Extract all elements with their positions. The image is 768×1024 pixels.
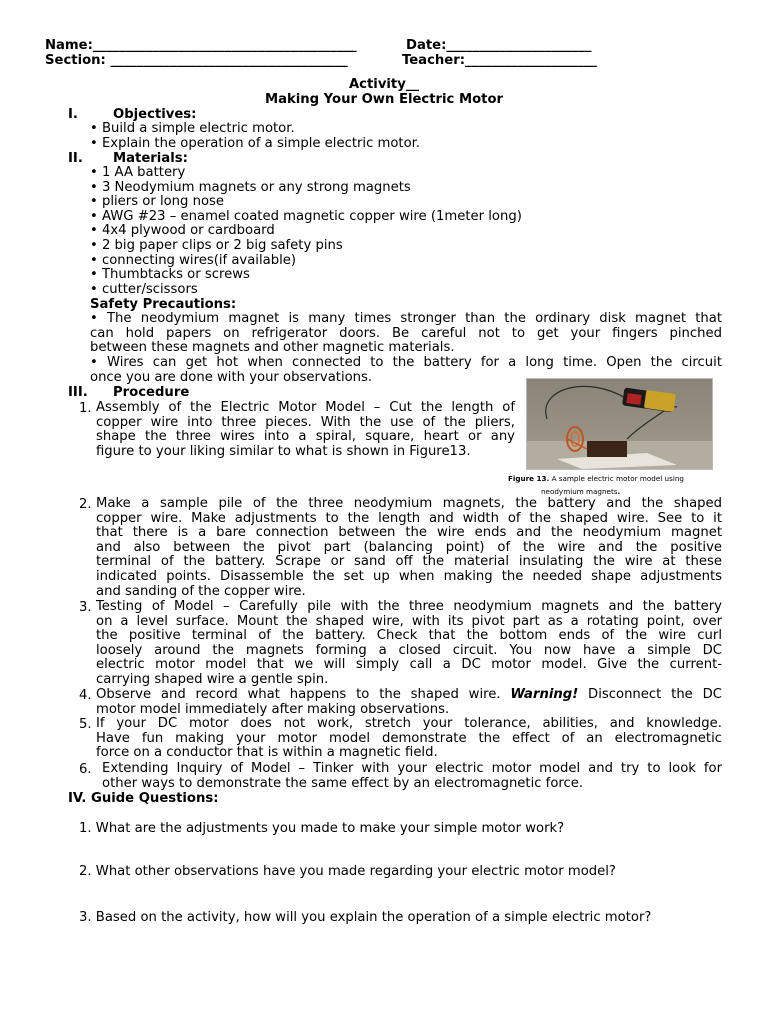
electric-motor-illustration xyxy=(527,379,712,469)
materials-list xyxy=(90,166,522,297)
safety-paragraph-1 xyxy=(90,312,722,356)
step-number: 6. xyxy=(79,762,92,777)
paragraph-line: • Wires can get hot when connected to the battery for a long time. Open the circuit xyxy=(90,355,722,370)
figure-caption-line-2 xyxy=(541,487,620,496)
materials-numeral: II. xyxy=(68,151,83,166)
step-number: 3. xyxy=(79,600,92,615)
list-item: • Thumbtacks or screws xyxy=(90,267,250,283)
paragraph-line: force on a conductor that is within a magnetic field. xyxy=(96,745,438,761)
caption-text: A sample electric motor model using xyxy=(549,474,684,483)
caption-text: neodymium magnets xyxy=(541,487,618,496)
paragraph-line: Assembly of the Electric Motor Model – Cut the length of xyxy=(96,400,515,415)
paragraph-line: other ways to demonstrate the same effect by an electromagnetic force. xyxy=(102,775,584,791)
paragraph-line: • The neodymium magnet is many times stronger than the ordinary disk magnet that xyxy=(90,311,722,326)
paragraph-line: indicated points. Disassemble the set up when making the needed shape adjustments xyxy=(96,568,722,584)
paragraph-line: once you are done with your observations. xyxy=(90,369,373,385)
step-4-pre: Observe and record what happens to the shaped wire. xyxy=(96,687,511,702)
step-number: 5. xyxy=(79,717,92,732)
list-item: • Explain the operation of a simple electric motor. xyxy=(90,135,421,151)
paragraph-line: carrying shaped wire a gentle spin. xyxy=(96,671,329,687)
guide-question: 2. What other observations have you made regarding your electric motor model? xyxy=(79,864,616,879)
list-item: • 3 Neodymium magnets or any strong magnets xyxy=(90,179,411,195)
paragraph-line: on a level surface. Mount the shaped wire, with its pivot part as a rotating point, over xyxy=(96,613,722,629)
list-item: • 1 AA battery xyxy=(90,165,186,180)
step-6-text xyxy=(102,762,722,791)
objectives-heading: Objectives: xyxy=(113,107,197,122)
paragraph-line: copper wire into three pieces. With the use of the pliers, xyxy=(96,414,515,430)
step-2-text xyxy=(96,497,722,599)
paragraph-line: shape the three wires into a spiral, square, heart or any xyxy=(96,429,515,445)
objectives-list xyxy=(90,122,420,151)
list-item: • pliers or long nose xyxy=(90,194,225,210)
step-1-text xyxy=(96,401,515,459)
paragraph-line: Extending Inquiry of Model – Tinker with your electric motor model and try to look for xyxy=(102,761,722,776)
motor-model-photo xyxy=(526,378,713,470)
guide-question: 1. What are the adjustments you made to make your simple motor work? xyxy=(79,821,565,836)
figure-caption xyxy=(508,474,684,483)
step-4-post: Disconnect the DC xyxy=(578,687,722,702)
procedure-heading: Procedure xyxy=(113,385,190,400)
paragraph-line: and sanding of the copper wire. xyxy=(96,583,306,599)
step-5-text xyxy=(96,717,722,761)
paragraph-line: Have fun making your motor model demonstrate the effect of an electromagnetic xyxy=(96,730,722,746)
list-item: • 4x4 plywood or cardboard xyxy=(90,223,275,239)
paragraph-line: copper wire. Make adjustments to the length and width of the shaped wire. See to it xyxy=(96,510,722,526)
paragraph-line xyxy=(96,688,722,703)
list-item: • connecting wires(if available) xyxy=(90,252,297,268)
objectives-numeral: I. xyxy=(68,107,78,122)
step-number: 1. xyxy=(79,401,92,416)
figure-label: Figure 13. xyxy=(508,474,550,483)
paragraph-line: can hold papers on refrigerator doors. Be careful not to get your fingers pinched xyxy=(90,325,722,341)
step-number: 2. xyxy=(79,497,92,512)
guide-questions-heading: IV. Guide Questions: xyxy=(68,791,219,806)
step-3-text xyxy=(96,600,722,688)
warning-label: Warning! xyxy=(510,687,579,702)
section-field-line: Section: ____________________________________ xyxy=(45,53,348,68)
paragraph-line: and also between the pivot part (balancing point) of the wire and the positive xyxy=(96,539,722,555)
paragraph-line: between these magnets and other magnetic materials. xyxy=(90,340,455,356)
paragraph-line: electric motor model that we will simply call a DC motor model. Give the current- xyxy=(96,657,722,673)
list-item: • Build a simple electric motor. xyxy=(90,121,295,136)
paragraph-line: Testing of Model – Carefully pile with the three neodymium magnets and the battery xyxy=(96,599,722,614)
list-item: • AWG #23 – enamel coated magnetic copper wire (1meter long) xyxy=(90,208,522,224)
safety-heading: Safety Precautions: xyxy=(90,297,237,312)
name-field-line: Name:________________________________________ xyxy=(45,38,357,53)
date-field-line: Date:______________________ xyxy=(406,38,592,53)
paragraph-line: motor model immediately after making observations. xyxy=(96,701,450,717)
paragraph-line: loosely around the magnets forming a closed circuit. You now have a simple DC xyxy=(96,642,722,658)
page-title: Making Your Own Electric Motor xyxy=(264,92,504,107)
paragraph-line: Make a sample pile of the three neodymium magnets, the battery and the shaped xyxy=(96,496,722,511)
materials-heading: Materials: xyxy=(113,151,188,166)
list-item: • 2 big paper clips or 2 big safety pins xyxy=(90,237,343,253)
step-4-text xyxy=(96,688,722,717)
paragraph-line: that there is a bare connection between the wire ends and the neodymium magnet xyxy=(96,525,722,541)
list-item: • cutter/scissors xyxy=(90,281,198,297)
paragraph-line: the positive terminal of the battery. Check that the bottom ends of the wire curl xyxy=(96,628,722,644)
procedure-numeral: III. xyxy=(68,385,88,400)
teacher-field-line: Teacher:____________________ xyxy=(402,53,597,68)
paragraph-line: If your DC motor does not work, stretch your tolerance, abilities, and knowledge. xyxy=(96,716,722,731)
step-number: 4. xyxy=(79,688,92,703)
guide-question: 3. Based on the activity, how will you explain the operation of a simple electric motor? xyxy=(79,910,652,925)
activity-number: Activity__ xyxy=(348,77,420,92)
caption-period: . xyxy=(617,487,621,496)
paragraph-line: terminal of the battery. Scrape or sand off the material insulating the wire at these xyxy=(96,554,722,570)
paragraph-line: figure to your liking similar to what is shown in Figure13. xyxy=(96,443,471,459)
